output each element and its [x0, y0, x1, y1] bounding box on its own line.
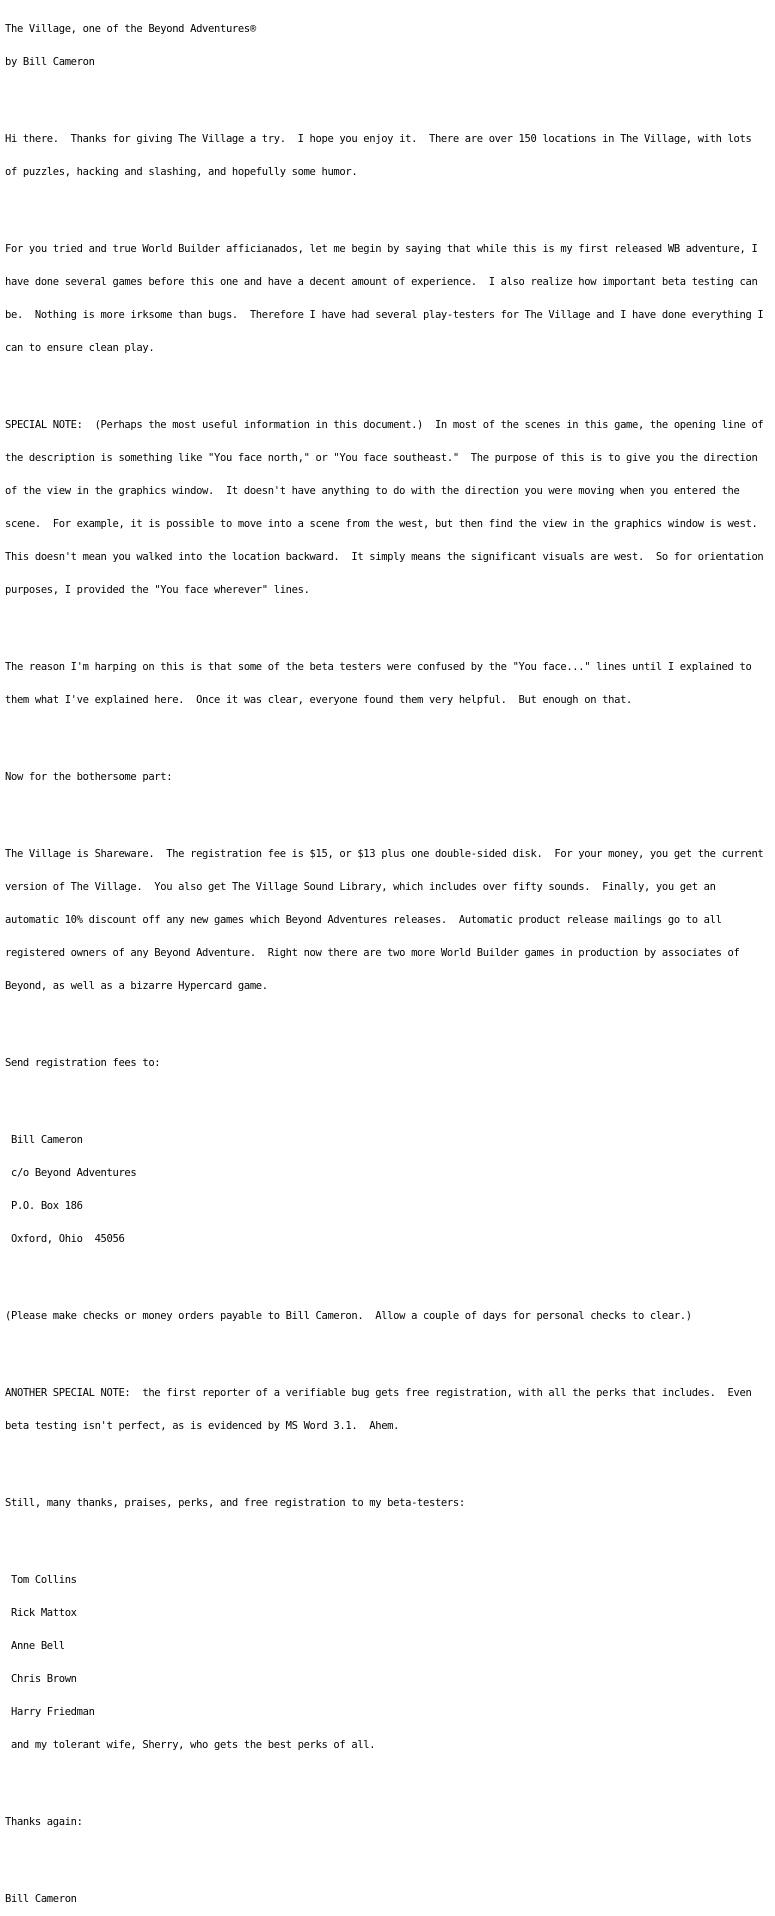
- greeting-line: of puzzles, hacking and slashing, and hopefully some humor.: [5, 166, 358, 178]
- tester-line: and my tolerant wife, Sherry, who gets the best perks of all.: [5, 1739, 376, 1751]
- paragraph-gap: [5, 728, 771, 739]
- address-line: c/o Beyond Adventures: [5, 1167, 137, 1179]
- paragraph-gap: [5, 618, 771, 629]
- paragraph-gap: [5, 1850, 771, 1861]
- greeting-line: Hi there. Thanks for giving The Village a try. I hope you enjoy it. There are over 150 locations in The Village, with lots: [5, 133, 752, 145]
- intro-line: For you tried and true World Builder afficianados, let me begin by saying that while this is my first released WB adventure, I: [5, 243, 758, 255]
- address-line: P.O. Box 186: [5, 1200, 83, 1212]
- paragraph-gap: [5, 1344, 771, 1355]
- paragraph-gap: [5, 1531, 771, 1542]
- shareware-line: registered owners of any Beyond Adventure. Right now there are two more World Builder games in production by associates of: [5, 947, 740, 959]
- shareware-line: Beyond, as well as a bizarre Hypercard game.: [5, 980, 268, 992]
- intro-line: have done several games before this one and have a decent amount of experience. I also realize how important beta testing can: [5, 276, 758, 288]
- special-note-line: This doesn't mean you walked into the location backward. It simply means the significant visuals are west. So for orientation: [5, 551, 764, 563]
- intro-line: be. Nothing is more irksome than bugs. Therefore I have had several play-testers for The Village and I have done everything I: [5, 309, 764, 321]
- thanks-intro-line: Still, many thanks, praises, perks, and free registration to my beta-testers:: [5, 1497, 465, 1509]
- special-note-line: purposes, I provided the "You face wherever" lines.: [5, 584, 310, 596]
- document-title: The Village, one of the Beyond Adventures®: [5, 23, 256, 35]
- tester-line: Harry Friedman: [5, 1706, 95, 1718]
- tester-line: Tom Collins: [5, 1574, 77, 1586]
- send-to-line: Send registration fees to:: [5, 1057, 161, 1069]
- another-note-line: ANOTHER SPECIAL NOTE: the first reporter of a verifiable bug gets free registration, with all the perks that includes. Even: [5, 1387, 752, 1399]
- special-note-line: scene. For example, it is possible to move into a scene from the west, but then find the view in the graphics window is west.: [5, 518, 758, 530]
- paragraph-gap: [5, 1454, 771, 1465]
- bothersome-line: Now for the bothersome part:: [5, 771, 173, 783]
- paragraph-gap: [5, 1091, 771, 1102]
- thanks-again-line: Thanks again:: [5, 1816, 83, 1828]
- paragraph-gap: [5, 200, 771, 211]
- address-line: Bill Cameron: [5, 1134, 83, 1146]
- paragraph-gap: [5, 1773, 771, 1784]
- signature-line: Bill Cameron: [5, 1893, 77, 1905]
- document-text-area[interactable]: [5, 2, 771, 1916]
- paragraph-gap: [5, 805, 771, 816]
- checks-line: (Please make checks or money orders payable to Bill Cameron. Allow a couple of days for personal checks to clear.): [5, 1310, 692, 1322]
- paragraph-gap: [5, 376, 771, 387]
- paragraph-gap: [5, 90, 771, 101]
- shareware-line: automatic 10% discount off any new games which Beyond Adventures releases. Automatic product release mailings go to all: [5, 914, 722, 926]
- paragraph-gap: [5, 1014, 771, 1025]
- shareware-line: The Village is Shareware. The registration fee is $15, or $13 plus one double-sided disk. For your money, you get the current: [5, 848, 764, 860]
- document-byline: by Bill Cameron: [5, 56, 95, 68]
- tester-line: Anne Bell: [5, 1640, 65, 1652]
- special-note-line: SPECIAL NOTE: (Perhaps the most useful information in this document.) In most of the scenes in this game, the opening line of: [5, 419, 764, 431]
- harping-line: them what I've explained here. Once it was clear, everyone found them very helpful. But enough on that.: [5, 694, 633, 706]
- another-note-line: beta testing isn't perfect, as is evidenced by MS Word 3.1. Ahem.: [5, 1420, 400, 1432]
- special-note-line: the description is something like "You face north," or "You face southeast." The purpose of this is to give you the direction: [5, 452, 758, 464]
- paragraph-gap: [5, 1267, 771, 1278]
- tester-line: Chris Brown: [5, 1673, 77, 1685]
- special-note-line: of the view in the graphics window. It doesn't have anything to do with the direction you were moving when you entered the: [5, 485, 740, 497]
- harping-line: The reason I'm harping on this is that some of the beta testers were confused by the "You face..." lines until I explained to: [5, 661, 752, 673]
- intro-line: can to ensure clean play.: [5, 342, 155, 354]
- shareware-line: version of The Village. You also get The Village Sound Library, which includes over fifty sounds. Finally, you get an: [5, 881, 716, 893]
- address-line: Oxford, Ohio 45056: [5, 1233, 125, 1245]
- tester-line: Rick Mattox: [5, 1607, 77, 1619]
